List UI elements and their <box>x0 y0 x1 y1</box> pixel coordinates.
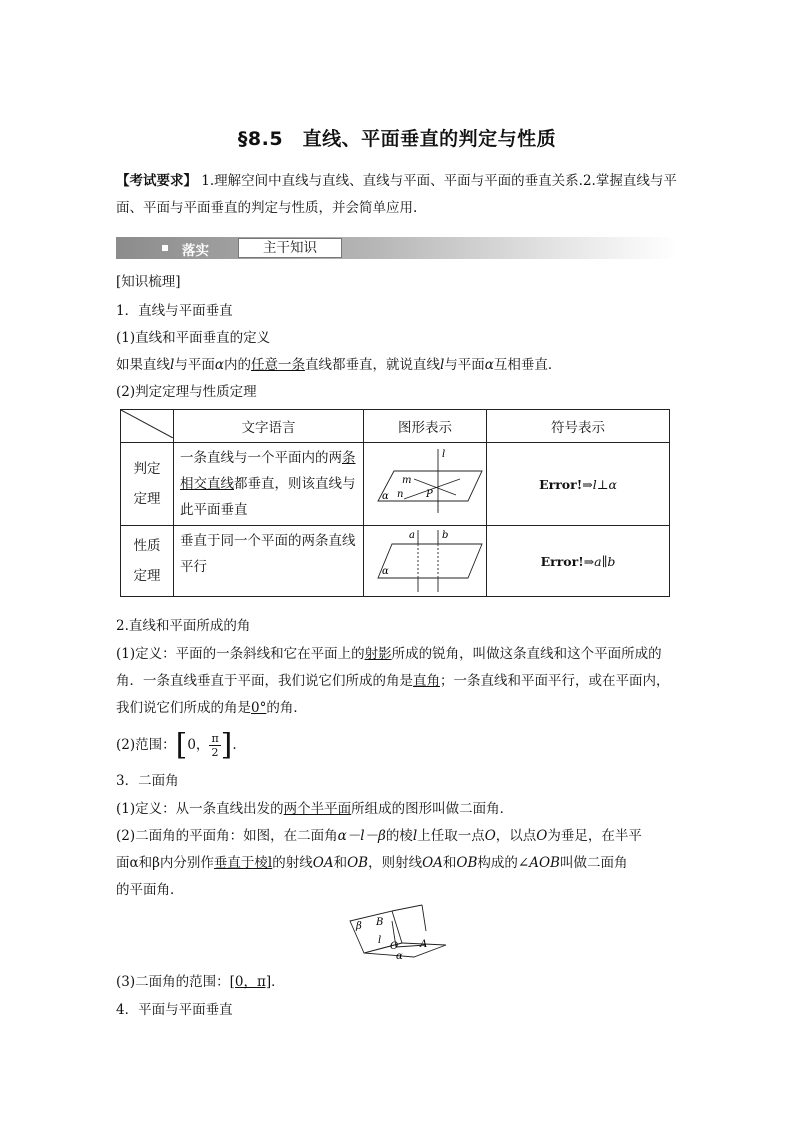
left-bracket-icon: [ <box>175 727 188 763</box>
s2-heading: 2.直线和平面所成的角 <box>116 618 251 634</box>
fig-label-alpha: α <box>382 491 389 502</box>
fig-label-a: a <box>409 530 415 541</box>
diagonal-header-cell <box>121 410 174 443</box>
text: 与平面 <box>444 357 485 373</box>
text: 都垂直，则该直线与此平面垂直 <box>180 476 356 518</box>
text: 构成的∠ <box>477 855 530 871</box>
range-left: 0， <box>187 737 210 753</box>
banner-left-label: 落实 <box>182 243 209 259</box>
math: AOB <box>529 855 560 871</box>
text: ；一条直线和平面平行，或在平面内， <box>440 673 670 689</box>
text: 所成的锐角，叫做这条直线和这个平面所成的 <box>391 646 662 662</box>
table-header-row <box>121 410 670 443</box>
text: (3)二面角的范围： <box>116 974 230 990</box>
dihedral-angle-diagram <box>344 903 450 961</box>
underlined-answer: 垂直于棱l <box>213 855 273 871</box>
criterion-text <box>174 443 364 526</box>
underlined-answer: 直角 <box>413 673 440 689</box>
property-figure <box>364 526 487 597</box>
table-row <box>121 443 670 526</box>
math: O <box>484 828 496 844</box>
underlined-answer: 射影 <box>364 646 392 662</box>
property-symbol <box>487 526 670 597</box>
theorem-table <box>120 409 670 597</box>
text: (2)范围： <box>116 737 176 753</box>
header-figure: 图形表示 <box>364 410 487 443</box>
text: 上任取一点 <box>417 828 485 844</box>
text: (2)二面角的平面角：如图，在二面角 <box>116 828 338 844</box>
s2-line2 <box>116 668 680 695</box>
math: α－l－β <box>337 828 386 844</box>
requirements-text: 1.理解空间中直线与直线、直线与平面、平面与平面的垂直关系.2.掌握直线与平面、平面与平面垂直的判定与性质，并会简单应用. <box>116 173 677 216</box>
var-alpha: α <box>214 357 224 373</box>
parallel-lines-diagram <box>364 526 486 596</box>
property-text <box>174 526 364 597</box>
text: ． <box>271 974 285 990</box>
fig-label-l: l <box>378 935 382 946</box>
underlined-answer: 任意一条 <box>250 357 305 373</box>
underlined-answer: 0° <box>251 700 267 716</box>
line-plane-perpendicular-diagram <box>364 443 486 525</box>
text: 的射线 <box>272 855 313 871</box>
text: 所组成的图形叫做二面角． <box>351 801 514 817</box>
header-text: 文字语言 <box>174 410 364 443</box>
var-l: l <box>439 357 445 373</box>
fig-label-P: P <box>426 489 433 500</box>
fig-label-m: m <box>402 475 412 486</box>
text: 为垂足，在半平 <box>547 828 642 844</box>
s1-sub2: (2)判定定理与性质定理 <box>116 384 257 400</box>
row-label-property <box>121 526 174 597</box>
text: 的棱 <box>385 828 413 844</box>
knowledge-label: [知识梳理] <box>116 274 181 290</box>
underlined-answer: 两个半平面 <box>283 801 352 817</box>
banner-square-icon <box>162 245 168 251</box>
s4-heading: 4．平面与平面垂直 <box>116 1002 233 1018</box>
s1-definition <box>116 352 680 379</box>
fig-label-b: b <box>442 530 449 541</box>
symbol-text: ⇒a∥b <box>583 553 616 569</box>
text: 和 <box>333 855 348 871</box>
text: 内的 <box>223 357 251 373</box>
s2-line1 <box>116 641 680 668</box>
text: 的角． <box>266 700 307 716</box>
diagonal-line <box>121 410 173 438</box>
s3-plane-angle-line2 <box>116 850 680 877</box>
text: 叫做二面角 <box>559 855 628 871</box>
text: 直线都垂直，就说直线 <box>304 357 440 373</box>
fraction-numerator: π <box>211 732 219 745</box>
fig-label-l: l <box>442 449 446 460</box>
s2-line3 <box>116 695 680 722</box>
math: OB <box>456 855 478 871</box>
text: ，则射线 <box>368 855 423 871</box>
row-label-criterion <box>121 443 174 526</box>
fig-label-n: n <box>397 489 404 500</box>
text: 角．一条直线垂直于平面，我们说它们所成的角是 <box>116 673 413 689</box>
section-banner <box>116 237 678 259</box>
fig-label-alpha: α <box>382 566 389 577</box>
s3-plane-angle-line3: 的平面角． <box>116 882 184 898</box>
text: 如果直线 <box>116 357 170 373</box>
row-label-text: 性质定理 <box>133 538 161 584</box>
right-bracket-icon: ] <box>220 727 233 763</box>
text: 一条直线与一个平面内的两 <box>180 450 342 466</box>
fig-label-beta: β <box>356 921 362 932</box>
text: ，以点 <box>495 828 537 844</box>
section-title: §8.5 直线、平面垂直的判定与性质 <box>237 128 557 150</box>
s3-plane-angle-line1 <box>116 823 680 850</box>
s2-range: (2)范围：[0， $\frac{\pi}{2}$ ]. <box>116 727 237 763</box>
s1-sub1: (1)直线和平面垂直的定义 <box>116 330 271 346</box>
math: OA <box>422 855 443 871</box>
fig-label-B: B <box>376 917 384 928</box>
math: l <box>412 828 418 844</box>
underlined-answer: [0，π] <box>229 974 272 990</box>
exam-requirements <box>116 168 680 222</box>
criterion-figure <box>364 443 487 526</box>
fraction-denominator: 2 <box>211 746 219 759</box>
s3-heading: 3．二面角 <box>116 773 179 789</box>
text: (1)定义：平面的一条斜线和它在平面上的 <box>116 646 365 662</box>
fig-label-A: A <box>420 939 428 950</box>
requirements-label: 【考试要求】 <box>116 173 197 189</box>
underlined-answer: 条相交直线 <box>180 450 356 492</box>
text: 面α和β内分别作 <box>116 855 214 871</box>
text: 垂直于同一个平面的两条直线平行 <box>180 533 356 575</box>
var-alpha: α <box>484 357 494 373</box>
fraction <box>209 732 220 759</box>
fig-label-alpha: α <box>396 951 403 961</box>
var-l: l <box>170 357 175 373</box>
text: 我们说它们所成的角是 <box>116 700 251 716</box>
text: (1)定义：从一条直线出发的 <box>116 801 284 817</box>
math: O <box>536 828 548 844</box>
text: 与平面 <box>174 357 215 373</box>
s3-range <box>116 969 680 996</box>
row-label-text: 判定定理 <box>133 461 161 507</box>
table-row <box>121 526 670 597</box>
text: 和 <box>442 855 457 871</box>
error-text: Error! <box>540 553 584 569</box>
math: OA <box>312 855 334 871</box>
math: OB <box>347 855 369 871</box>
symbol-text: ⇒l⊥α <box>582 476 617 492</box>
header-symbol: 符号表示 <box>487 410 670 443</box>
criterion-symbol <box>487 443 670 526</box>
text: 互相垂直． <box>493 357 562 373</box>
error-text: Error! <box>539 476 583 492</box>
banner-right-label: 主干知识 <box>238 238 342 258</box>
s1-heading: 1．直线与平面垂直 <box>116 303 233 319</box>
s3-definition <box>116 796 680 823</box>
fig-label-O: O <box>390 941 399 952</box>
